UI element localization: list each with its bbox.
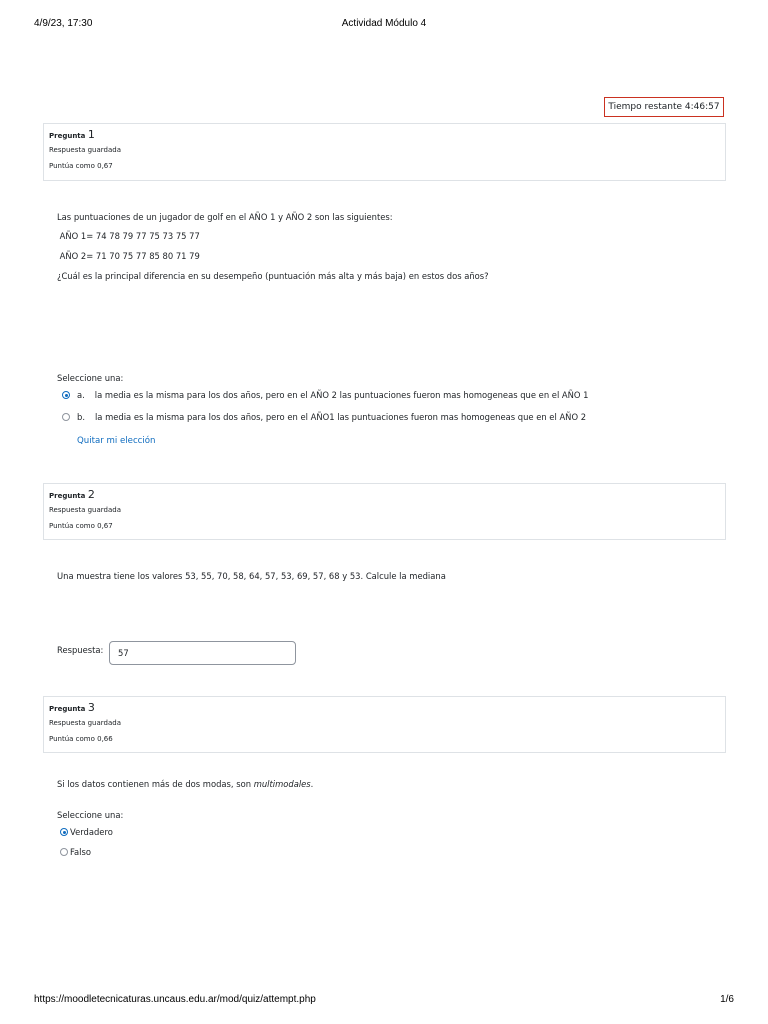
question-number: 2 [87,488,95,501]
answer-input[interactable] [109,641,296,665]
radio-empty-icon[interactable] [60,848,68,856]
question-3-text-suffix: . [310,779,314,789]
clear-choice-link[interactable]: Quitar mi elección [77,436,156,446]
question-1-option-a[interactable] [62,390,589,400]
print-date: 4/9/23, 17:30 [34,18,93,29]
question-label: Pregunta [49,492,86,500]
question-3-number [49,701,720,714]
answer-label: Respuesta: [57,645,104,655]
question-1-text-line: ¿Cuál es la principal diferencia en su desempeño (puntuación más alta y más baja) en estos dos años? [57,271,489,281]
option-text: Falso [70,847,91,857]
question-2-number [49,488,720,501]
option-text: Verdadero [70,827,113,837]
question-3-info [43,696,726,753]
question-number: 1 [87,128,95,141]
option-letter: b. [77,412,85,422]
radio-selected-icon[interactable] [62,391,70,399]
time-remaining-badge: Tiempo restante 4:46:57 [604,97,724,117]
print-url: https://moodletecnicaturas.uncaus.edu.ar/mod/quiz/attempt.php [34,994,316,1005]
question-3-text-prefix: Si los datos contienen más de dos modas, son [57,779,254,789]
question-1-status: Respuesta guardada [49,146,121,154]
question-1-text-line: Las puntuaciones de un jugador de golf en el AÑO 1 y AÑO 2 son las siguientes: [57,212,393,222]
question-3-text-emphasis: multimodales [253,779,311,789]
question-label: Pregunta [49,132,86,140]
question-2-text: Una muestra tiene los valores 53, 55, 70, 58, 64, 57, 53, 69, 57, 68 y 53. Calcule la mediana [57,571,446,581]
question-3-text [57,779,313,789]
question-3-status: Respuesta guardada [49,719,121,727]
question-2-grade: Puntúa como 0,67 [49,522,113,530]
question-1-grade: Puntúa como 0,67 [49,162,113,170]
question-1-text-line: AÑO 1= 74 78 79 77 75 73 75 77 [57,231,200,241]
question-1-number [49,128,720,141]
radio-selected-icon[interactable] [60,828,68,836]
option-text: la media es la misma para los dos años, pero en el AÑO 2 las puntuaciones fueron mas homogeneas que en el AÑO 1 [94,390,589,400]
question-3-prompt: Seleccione una: [57,810,124,820]
question-3-grade: Puntúa como 0,66 [49,735,113,743]
print-page-number: 1/6 [720,994,734,1005]
question-3-option-true[interactable] [60,827,113,837]
option-letter: a. [77,390,85,400]
question-1-info [43,123,726,181]
option-text: la media es la misma para los dos años, pero en el AÑO1 las puntuaciones fueron mas homogeneas que en el AÑO 2 [94,412,587,422]
print-title: Actividad Módulo 4 [341,18,427,29]
question-1-option-b[interactable] [62,412,586,422]
radio-empty-icon[interactable] [62,413,70,421]
question-number: 3 [87,701,95,714]
question-label: Pregunta [49,705,86,713]
question-2-info [43,483,726,540]
question-1-text-line: AÑO 2= 71 70 75 77 85 80 71 79 [57,251,200,261]
question-3-option-false[interactable] [60,847,91,857]
question-2-status: Respuesta guardada [49,506,121,514]
question-1-prompt: Seleccione una: [57,373,124,383]
